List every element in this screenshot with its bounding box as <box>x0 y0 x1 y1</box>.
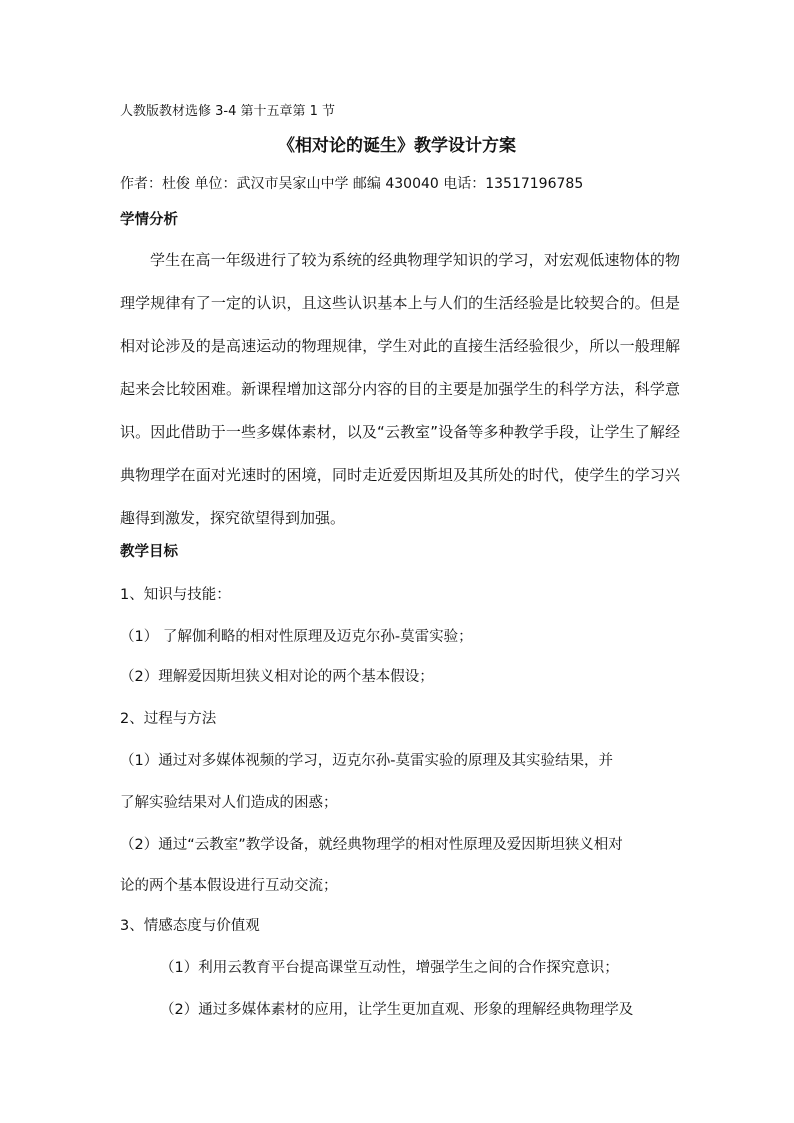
document-title: 《相对论的诞生》教学设计方案 <box>278 136 516 156</box>
goal-emotion-item-2: （2）通过多媒体素材的应用，让学生更加直观、形象的理解经典物理学及 <box>160 1002 634 1018</box>
goal-knowledge-item-2: （2）理解爱因斯坦狭义相对论的两个基本假设； <box>120 669 434 685</box>
goal-process-heading: 2、过程与方法 <box>120 711 217 727</box>
goal-process-item-1-line-1: （1）通过对多媒体视频的学习，迈克尔孙-莫雷实验的原理及其实验结果，并 <box>120 753 613 769</box>
goal-process-item-2-line-1: （2）通过“云教室”教学设备，就经典物理学的相对性原理及爱因斯坦狭义相对 <box>120 837 623 853</box>
section-heading-analysis: 学情分析 <box>120 212 178 228</box>
goal-process-item-2-line-2: 论的两个基本假设进行互动交流； <box>120 878 338 894</box>
goal-knowledge-heading: 1、知识与技能： <box>120 587 231 603</box>
section-heading-goals: 教学目标 <box>120 544 178 560</box>
analysis-paragraph: 学生在高一年级进行了较为系统的经典物理学知识的学习，对宏观低速物体的物理学规律有了一定的认识，且这些认识基本上与人们的生活经验是比较契合的。但是相对论涉及的是高速运动的物理规律，学生对此的直接生活经验很少，所以一般理解起来会比较困难。新课程增加这部分内容的目的主要是加强学生的科学方法，科学意识。因此借助于一些多媒体素材，以及“云教室”设备等多种教学手段，让学生了解经典物理学在面对光速时的困境，同时走近爱因斯坦及其所处的时代，使学生的学习兴趣得到激发，探究欲望得到加强。 <box>120 251 680 527</box>
goal-emotion-item-1: （1）利用云教育平台提高课堂互动性，增强学生之间的合作探究意识； <box>160 960 619 976</box>
author-info: 作者：杜俊 单位：武汉市吴家山中学 邮编 430040 电话：13517196785 <box>120 176 584 192</box>
header-note: 人教版教材选修 3-4 第十五章第 1 节 <box>120 104 336 119</box>
goal-knowledge-item-1: （1） 了解伽利略的相对性原理及迈克尔孙-莫雷实验； <box>120 629 473 645</box>
goal-process-item-1-line-2: 了解实验结果对人们造成的困惑； <box>120 795 338 811</box>
goal-emotion-heading: 3、情感态度与价值观 <box>120 918 260 934</box>
